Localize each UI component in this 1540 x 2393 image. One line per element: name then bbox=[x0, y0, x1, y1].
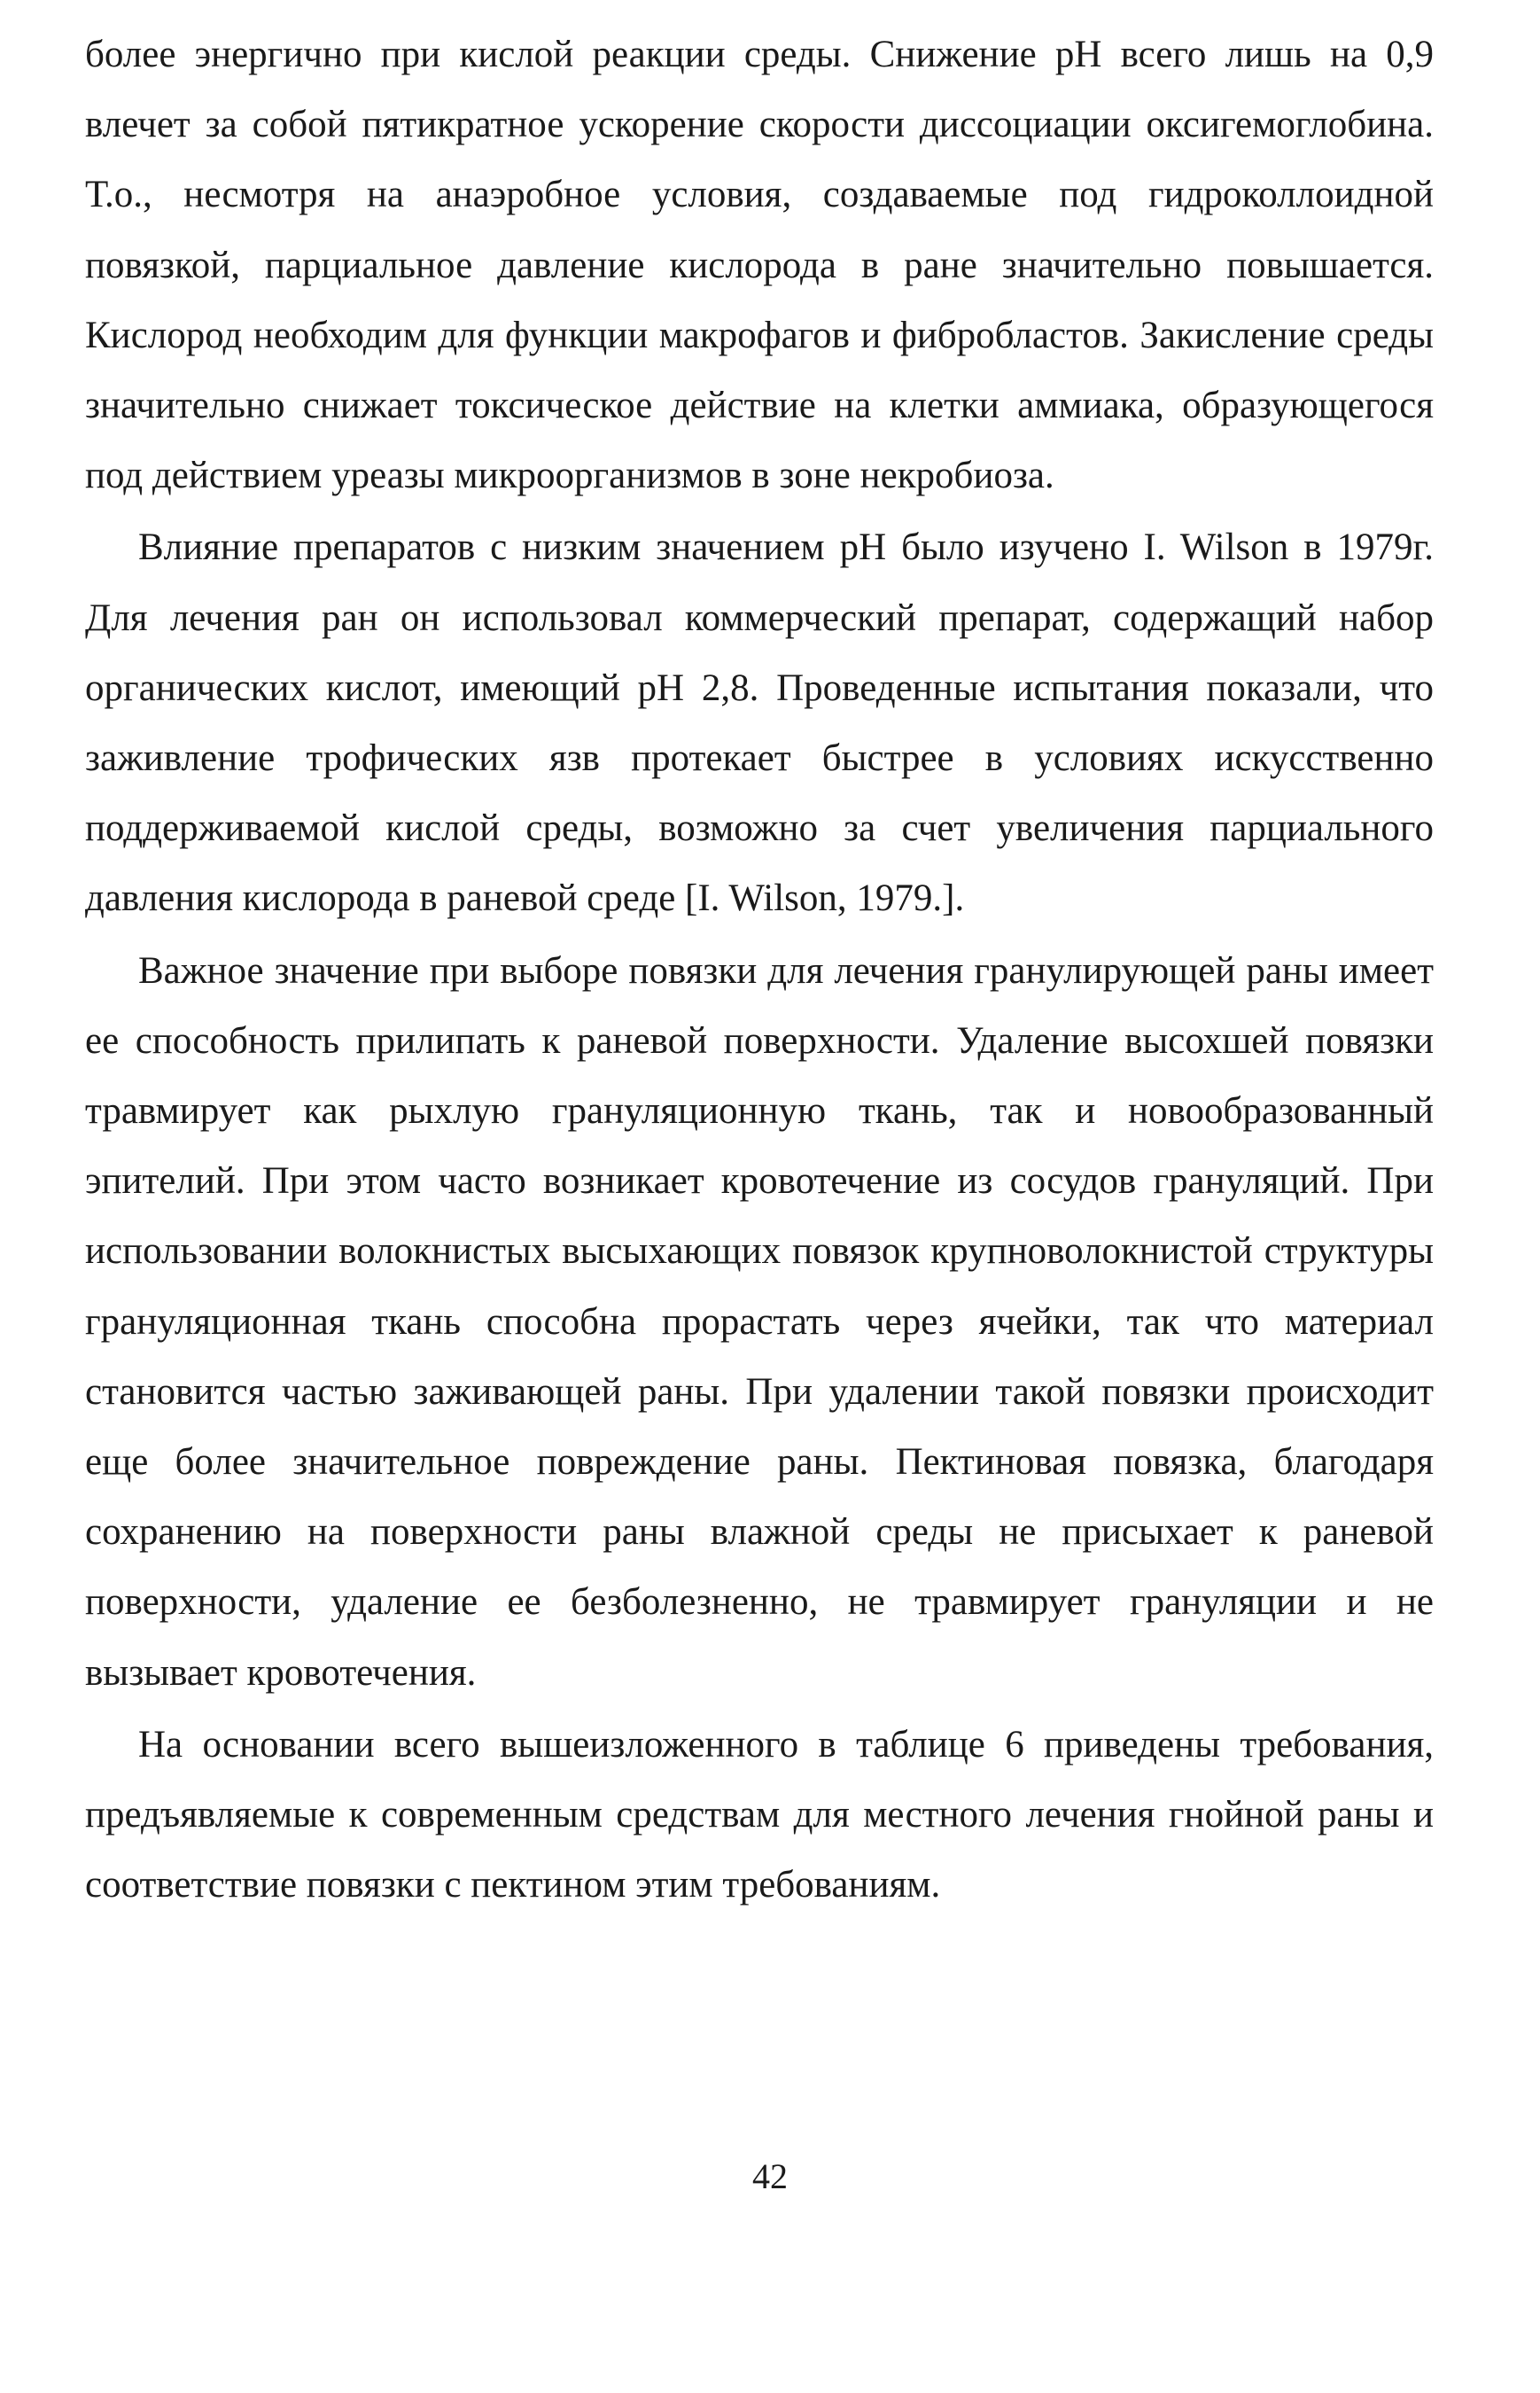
paragraph-continuation: более энергично при кислой реакции среды. Снижение pH всего лишь на 0,9 влечет за собой пятикратное ускорение скорости диссоциации оксигемоглобина. Т.о., несмотря на анаэробное условия, создаваемые под гидроколлоидной повязкой, парциальное давление кислорода в ране значительно повышается. Кислород необходим для функции макрофагов и фибробластов. Закисление среды значительно снижает токсическое действие на клетки аммиака, образующегося под действием уреазы микроорганизмов в зоне некробиоза. bbox=[85, 34, 1434, 497]
paragraph-table-reference: На основании всего вышеизложенного в таблице 6 приведены требования, предъявляемые к современным средствам для местного лечения гнойной раны и соответствие повязки с пектином этим требованиям. bbox=[85, 1723, 1434, 1906]
body-text bbox=[85, 19, 1434, 1920]
page-number: 42 bbox=[752, 2156, 788, 2196]
paragraph-dressing-adhesion: Важное значение при выборе повязки для лечения гранулирующей раны имеет ее способность прилипать к раневой поверхности. Удаление высохшей повязки травмирует как рыхлую грануляционную ткань, так и новообразованный эпителий. При этом часто возникает кровотечение из сосудов грануляций. При использовании волокнистых высыхающих повязок крупноволокнистой структуры грануляционная ткань способна прорастать через ячейки, так что материал становится частью заживающей раны. При удалении такой повязки происходит еще более значительное повреждение раны. Пектиновая повязка, благодаря сохранению на поверхности раны влажной среды не присыхает к раневой поверхности, удаление ее безболезненно, не травмирует грануляции и не вызывает кровотечения. bbox=[85, 949, 1434, 1694]
paragraph-wilson-study: Влияние препаратов с низким значением pH было изучено I. Wilson в 1979г. Для лечения ран он использовал коммерческий препарат, содержащий набор органических кислот, имеющий pH 2,8. Проведенные испытания показали, что заживление трофических язв протекает быстрее в условиях искусственно поддерживаемой кислой среды, возможно за счет увеличения парциального давления кислорода в раневой среде [I. Wilson, 1979.]. bbox=[85, 526, 1434, 920]
